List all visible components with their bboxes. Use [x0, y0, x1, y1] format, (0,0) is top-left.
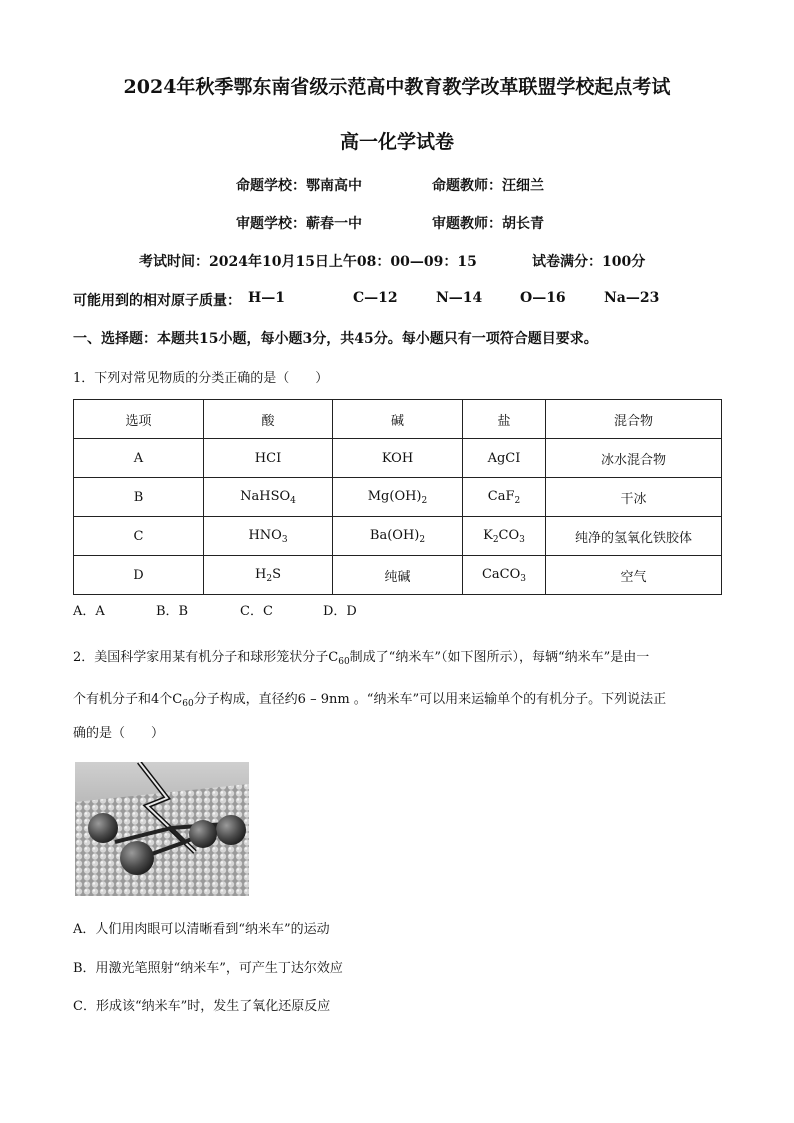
header-option: 选项: [74, 400, 204, 439]
q2-text: 个有机分子和4个C: [73, 692, 183, 707]
formula-main: CaF: [487, 488, 515, 504]
setter-teacher-value: 汪细兰: [502, 178, 544, 194]
cell-acid: [204, 517, 333, 556]
paper-subtitle: 高一化学试卷: [339, 131, 454, 153]
formula-subscript: 2: [492, 534, 499, 545]
setter-school-label: 命题学校：: [236, 178, 306, 194]
q1-option-c: C．C: [240, 604, 273, 619]
cell-option: A: [74, 439, 204, 478]
q1-option-b: B．B: [156, 604, 189, 619]
formula-subscript: 2: [266, 573, 273, 584]
formula-main: NaHSO: [240, 488, 291, 504]
q2-option-a: A．人们用肉眼可以清晰看到“纳米车”的运动: [73, 922, 330, 937]
q1-option-d: D．D: [323, 604, 357, 619]
table-row: [74, 439, 722, 478]
reviewer-teacher: [432, 213, 544, 233]
reviewer-school-label: 审题学校：: [236, 216, 306, 232]
header-acid: 酸: [204, 400, 333, 439]
c60-subscript: 60: [338, 657, 350, 667]
formula-main: CaCO: [481, 566, 521, 582]
setter-school-value: 鄂南高中: [306, 178, 362, 194]
q2-text: 制成了“纳米车”（如下图所示），每辆“纳米车”是由一: [349, 650, 650, 665]
q2-stem-line-2: [73, 688, 723, 709]
table-header-row: [74, 400, 722, 439]
cell-salt: [463, 517, 546, 556]
reviewer-teacher-value: 胡长青: [502, 216, 544, 232]
setter-teacher: [432, 175, 544, 195]
cell-base: [333, 478, 463, 517]
exam-title: 2024年秋季鄂东南省级示范高中教育教学改革联盟学校起点考试: [123, 76, 671, 98]
formula-subscript: 2: [419, 534, 426, 545]
cell-salt: [463, 556, 546, 595]
formula-part: S: [272, 566, 281, 582]
atomic-mass-label: 可能用到的相对原子质量：: [73, 293, 241, 309]
exam-time: 考试时间：2024年10月15日上午08：00—09：15: [139, 254, 477, 270]
classification-table: [73, 399, 722, 595]
nanocar-image: [75, 762, 249, 896]
atomic-mass-n: N—14: [436, 290, 483, 306]
table-row: [74, 517, 722, 556]
c60-wheel: [88, 813, 118, 843]
full-score: 试卷满分：100分: [532, 254, 646, 270]
cell-base: [333, 517, 463, 556]
formula-subscript: 3: [519, 534, 525, 545]
q1-stem: 1．下列对常见物质的分类正确的是（ ）: [73, 371, 329, 386]
cell-base: 纯碱: [333, 556, 463, 595]
reviewer-school-value: 蕲春一中: [306, 216, 362, 232]
formula-subscript: 2: [514, 495, 521, 506]
atomic-mass-c: C—12: [353, 290, 398, 306]
atomic-mass-h: H—1: [248, 290, 285, 306]
reviewer-teacher-label: 审题教师：: [432, 216, 502, 232]
formula-part: H: [255, 566, 267, 582]
formula-main: Ba(OH): [369, 527, 420, 543]
cell-base: KOH: [333, 439, 463, 478]
header-mixture: 混合物: [546, 400, 722, 439]
q2-text: 分子构成，直径约6 – 9nm 。“纳米车”可以用来运输单个的有机分子。下列说法正: [193, 692, 667, 707]
formula-main: Mg(OH): [367, 488, 422, 504]
cell-mixture: 干冰: [546, 478, 722, 517]
cell-option: B: [74, 478, 204, 517]
c60-wheel: [120, 841, 154, 875]
q2-option-b: B．用激光笔照射“纳米车”，可产生丁达尔效应: [73, 961, 343, 976]
c60-wheel: [189, 820, 217, 848]
table-row: [74, 556, 722, 595]
formula-subscript: 3: [281, 534, 288, 545]
q2-option-c: C．形成该“纳米车”时，发生了氧化还原反应: [73, 999, 331, 1014]
atomic-mass-o: O—16: [520, 290, 566, 306]
header-base: 碱: [333, 400, 463, 439]
table-row: [74, 478, 722, 517]
header-salt: 盐: [463, 400, 546, 439]
cell-mixture: 纯净的氢氧化铁胶体: [546, 517, 722, 556]
q1-option-a: A．A: [73, 604, 105, 619]
cell-option: D: [74, 556, 204, 595]
formula-part: CO: [498, 527, 520, 543]
formula-subscript: 3: [520, 573, 527, 584]
cell-acid: [204, 556, 333, 595]
reviewer-school: [236, 213, 362, 233]
cell-acid: [204, 478, 333, 517]
nanocar-illustration: [75, 762, 249, 896]
formula-main: HNO: [248, 527, 282, 543]
cell-mixture: 空气: [546, 556, 722, 595]
setter-teacher-label: 命题教师：: [432, 178, 502, 194]
c60-wheel: [216, 815, 246, 845]
formula-part: K: [483, 527, 493, 543]
q2-stem-line-3: 确的是（ ）: [73, 726, 165, 741]
atomic-mass-na: Na—23: [604, 290, 660, 306]
section-1-heading: 一、选择题：本题共15小题，每小题3分，共45分。每小题只有一项符合题目要求。: [73, 331, 598, 347]
c60-subscript: 60: [182, 699, 194, 709]
formula-subscript: 4: [290, 495, 296, 506]
formula-subscript: 2: [421, 495, 428, 506]
cell-salt: [463, 478, 546, 517]
cell-option: C: [74, 517, 204, 556]
cell-salt: AgCI: [463, 439, 546, 478]
cell-acid: HCI: [204, 439, 333, 478]
q2-text: 2．美国科学家用某有机分子和球形笼状分子C: [73, 650, 339, 665]
q2-stem-line-1: [73, 646, 723, 667]
setter-school: [236, 175, 362, 195]
cell-mixture: 冰水混合物: [546, 439, 722, 478]
